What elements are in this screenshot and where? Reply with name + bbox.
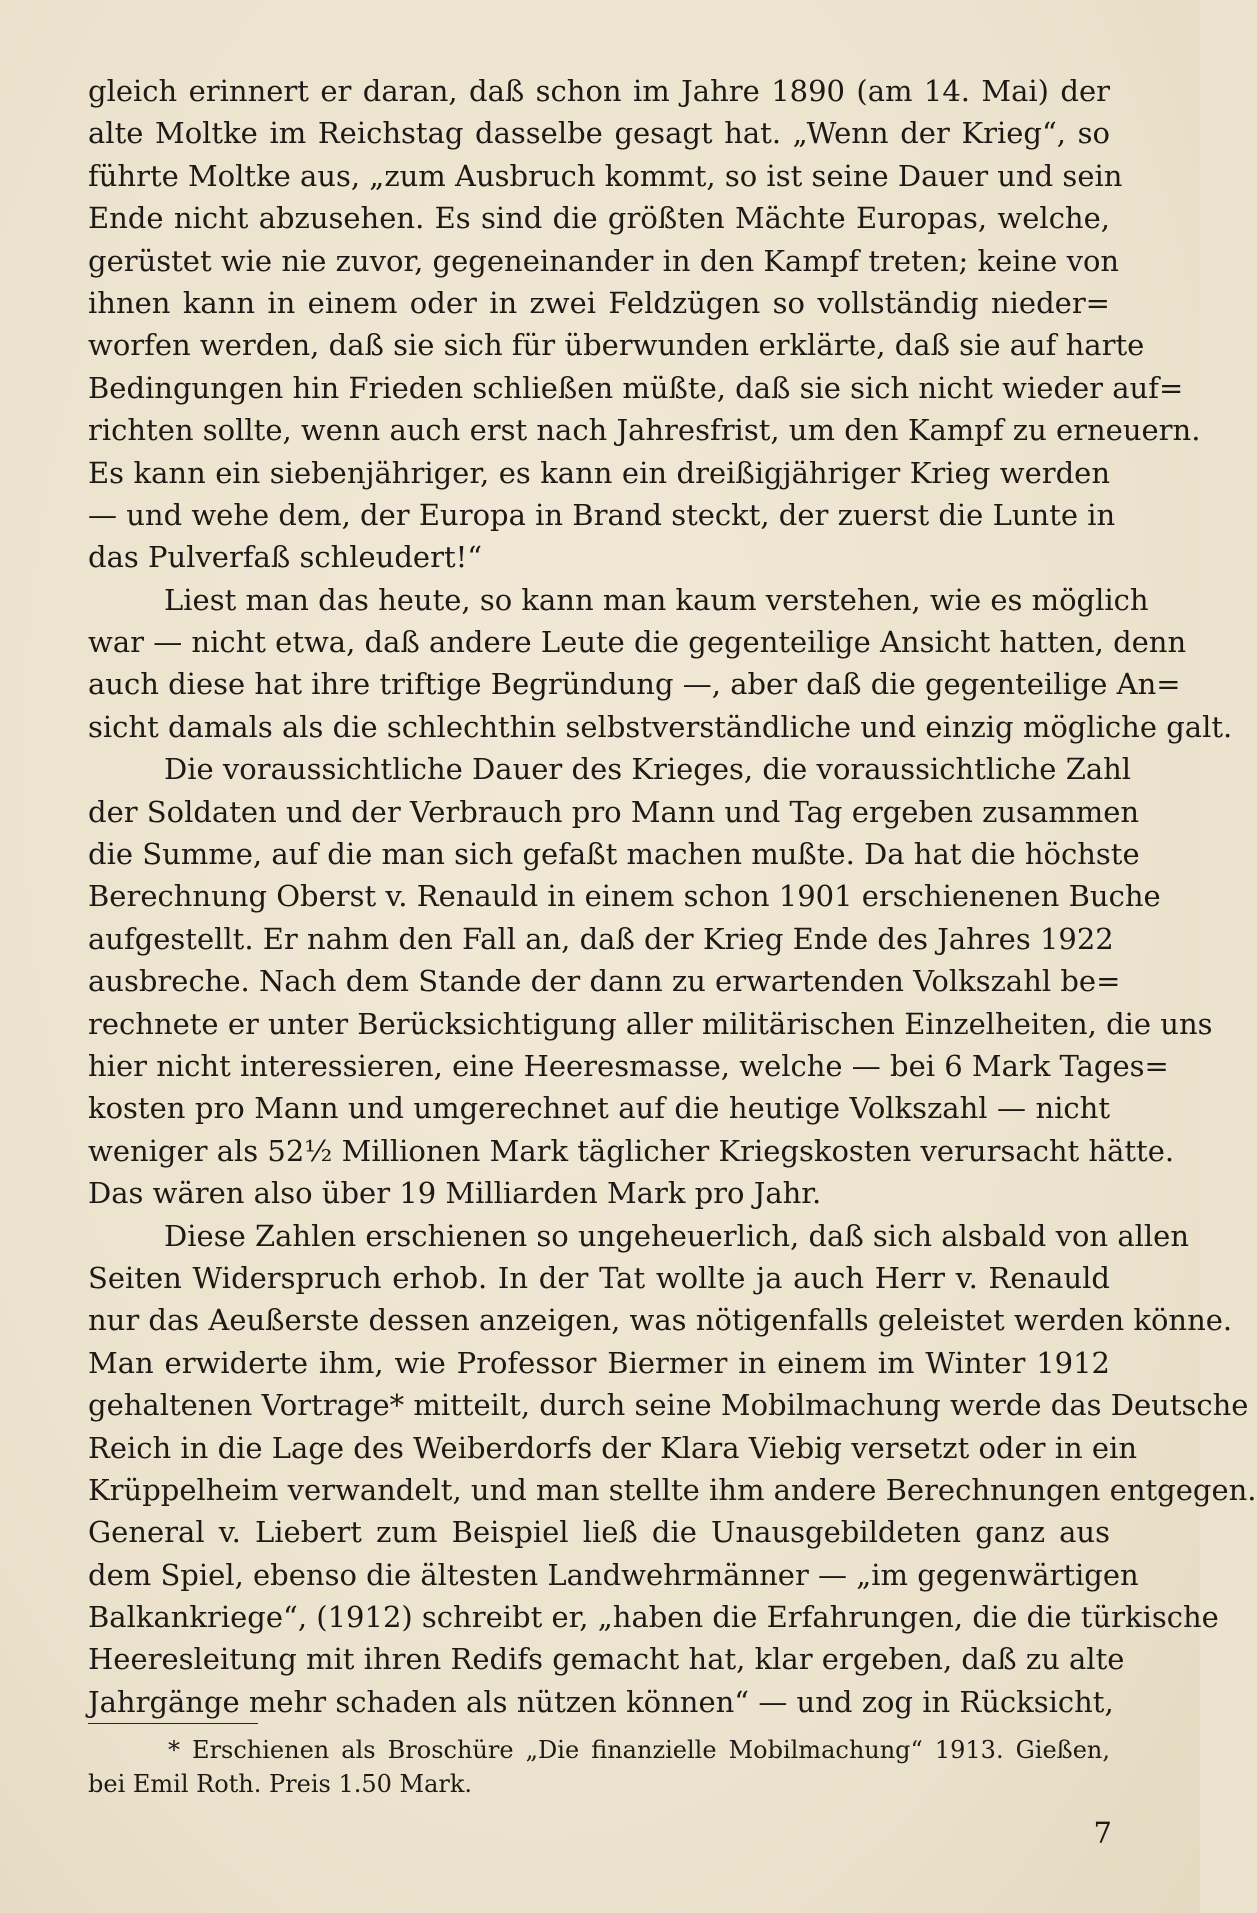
text-line: weniger als 52½ Millionen Mark täglicher Kriegskosten verursacht hätte.	[88, 1133, 1175, 1168]
text-line: kosten pro Mann und umgerechnet auf die heutige Volkszahl — nicht	[88, 1091, 1110, 1126]
text-line: worfen werden, daß sie sich für überwunden erklärte, daß sie auf harte	[88, 328, 1145, 363]
page-number: 7	[1093, 1816, 1112, 1850]
text-line: Es kann ein siebenjähriger, es kann ein dreißigjähriger Krieg werden	[88, 455, 1110, 490]
text-line: Reich in die Lage des Weiberdorfs der Klara Viebig versetzt oder in ein	[88, 1430, 1138, 1465]
text-line: nur das Aeußerste dessen anzeigen, was nötigenfalls geleistet werden könne.	[88, 1303, 1233, 1338]
text-line: Seiten Widerspruch erhob. In der Tat wollte ja auch Herr v. Renauld	[88, 1260, 1110, 1295]
text-line: dem Spiel, ebenso die ältesten Landwehrmänner — „im gegenwärtigen	[88, 1557, 1139, 1592]
footnote-line: bei Emil Roth. Preis 1.50 Mark.	[88, 1770, 473, 1798]
text-line: Heeresleitung mit ihren Redifs gemacht hat, klar ergeben, daß zu alte	[88, 1642, 1125, 1677]
paragraph-start-line: Diese Zahlen erschienen so ungeheuerlich, daß sich alsbald von allen	[164, 1218, 1189, 1253]
text-line: hier nicht interessieren, eine Heeresmasse, welche — bei 6 Mark Tages=	[88, 1048, 1169, 1083]
text-line: Balkankriege“, (1912) schreibt er, „haben die Erfahrungen, die die türkische	[88, 1600, 1219, 1635]
body-text	[88, 70, 1257, 1723]
text-line: auch diese hat ihre triftige Begründung —, aber daß die gegenteilige An=	[88, 667, 1181, 702]
text-line: gerüstet wie nie zuvor, gegeneinander in den Kampf treten; keine von	[88, 243, 1120, 278]
text-line: alte Moltke im Reichstag dasselbe gesagt hat. „Wenn der Krieg“, so	[88, 116, 1110, 151]
text-line: rechnete er unter Berücksichtigung aller militärischen Einzelheiten, die uns	[88, 1006, 1213, 1041]
text-line: Krüppelheim verwandelt, und man stellte ihm andere Berechnungen entgegen.	[88, 1472, 1257, 1507]
text-line: richten sollte, wenn auch erst nach Jahresfrist, um den Kampf zu erneuern.	[88, 413, 1201, 448]
text-line: ausbreche. Nach dem Stande der dann zu erwartenden Volkszahl be=	[88, 964, 1121, 999]
footnote	[88, 1733, 1110, 1801]
text-line: Ende nicht abzusehen. Es sind die größten Mächte Europas, welche,	[88, 201, 1110, 236]
text-line: Bedingungen hin Frieden schließen müßte, daß sie sich nicht wieder auf=	[88, 370, 1184, 405]
text-line: Jahrgänge mehr schaden als nützen können“ — und zog in Rücksicht,	[88, 1684, 1114, 1719]
text-line: gehaltenen Vortrage* mitteilt, durch seine Mobilmachung werde das Deutsche	[88, 1388, 1249, 1423]
text-line: Berechnung Oberst v. Renauld in einem schon 1901 erschienenen Buche	[88, 879, 1161, 914]
text-line: war — nicht etwa, daß andere Leute die gegenteilige Ansicht hatten, denn	[88, 625, 1187, 660]
text-line: der Soldaten und der Verbrauch pro Mann und Tag ergeben zusammen	[88, 794, 1140, 829]
paragraph-end-line: das Pulverfaß schleudert!“	[88, 540, 483, 575]
paragraph-start-line: Die voraussichtliche Dauer des Krieges, die voraussichtliche Zahl	[164, 752, 1132, 787]
text-line: gleich erinnert er daran, daß schon im Jahre 1890 (am 14. Mai) der	[88, 74, 1110, 108]
text-line: die Summe, auf die man sich gefaßt machen mußte. Da hat die höchste	[88, 837, 1140, 872]
text-line: aufgestellt. Er nahm den Fall an, daß der Krieg Ende des Jahres 1922	[88, 921, 1114, 956]
footnote-divider	[88, 1723, 258, 1724]
paragraph-start-line: Liest man das heute, so kann man kaum verstehen, wie es möglich	[164, 582, 1149, 617]
text-line: Man erwiderte ihm, wie Professor Biermer in einem im Winter 1912	[88, 1345, 1110, 1380]
text-line: General v. Liebert zum Beispiel ließ die Unausgebildeten ganz aus	[88, 1515, 1110, 1550]
paragraph-end-line: sicht damals als die schlechthin selbstverständliche und einzig mögliche galt.	[88, 709, 1233, 744]
text-line: — und wehe dem, der Europa in Brand steckt, der zuerst die Lunte in	[88, 497, 1116, 532]
footnote-line: * Erschienen als Broschüre „Die finanzielle Mobilmachung“ 1913. Gießen,	[168, 1736, 1110, 1764]
text-line: ihnen kann in einem oder in zwei Feldzügen so vollständig nieder=	[88, 285, 1110, 320]
text-line: führte Moltke aus, „zum Ausbruch kommt, so ist seine Dauer und sein	[88, 158, 1123, 193]
paragraph-end-line: Das wären also über 19 Milliarden Mark pro Jahr.	[88, 1176, 822, 1211]
